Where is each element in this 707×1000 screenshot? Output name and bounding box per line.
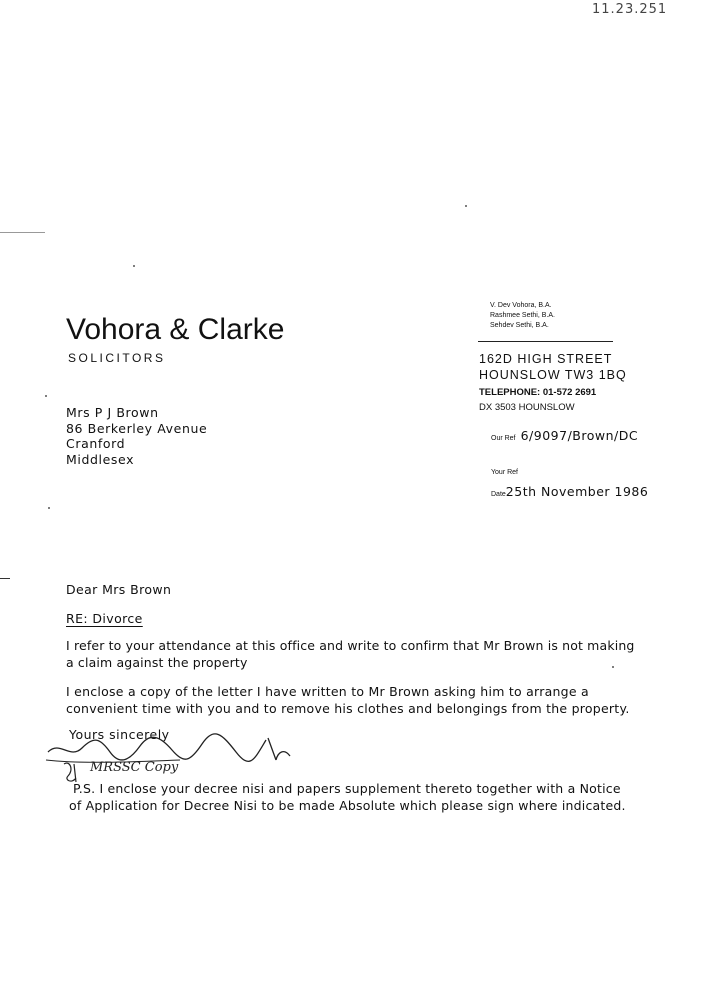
- closing: Yours sincerely: [69, 727, 170, 742]
- your-ref-label: Your Ref: [491, 469, 518, 476]
- firm-telephone: TELEPHONE: 01-572 2691: [479, 387, 597, 398]
- scan-dot: [465, 205, 467, 207]
- firm-address-line1: 162D HIGH STREET: [479, 352, 613, 366]
- paragraph-1-line-1: I refer to your attendance at this office and write to confirm that Mr Brown is not making: [66, 638, 635, 653]
- archive-number: 11.23.251: [592, 2, 668, 17]
- paragraph-2-line-1: I enclose a copy of the letter I have written to Mr Brown asking him to arrange a: [66, 684, 589, 699]
- scan-dot: [133, 265, 135, 267]
- postscript: [69, 780, 626, 814]
- salutation: Dear Mrs Brown: [66, 582, 172, 597]
- scan-mark-edge: [0, 578, 10, 579]
- partner-name: V. Dev Vohora, B.A.: [490, 302, 552, 309]
- firm-name: Vohora & Clarke: [66, 313, 285, 346]
- partner-name: Sehdev Sethi, B.A.: [490, 322, 549, 329]
- scan-dot: [45, 395, 47, 397]
- initials-text: MRSSC Copy: [90, 760, 179, 775]
- firm-dx: DX 3503 HOUNSLOW: [479, 402, 575, 413]
- scan-dot: [48, 507, 50, 509]
- scan-mark-left: [0, 232, 45, 233]
- recipient-county: Middlesex: [66, 451, 135, 467]
- paragraph-2: [66, 683, 630, 717]
- our-ref-label: Our Ref: [491, 435, 516, 442]
- our-ref-value: 6/9097/Brown/DC: [520, 428, 639, 443]
- recipient-town: Cranford: [66, 436, 126, 451]
- partner-list: [490, 301, 555, 331]
- our-reference: [491, 425, 638, 444]
- postscript-line-2: of Application for Decree Nisi to be made Absolute which please sign where indicated.: [69, 798, 626, 813]
- postscript-line-1: P.S. I enclose your decree nisi and papers supplement thereto together with a Notice: [73, 781, 621, 796]
- date-value: 25th November 1986: [505, 484, 649, 499]
- letter-date: [491, 481, 648, 500]
- firm-type: SOLICITORS: [68, 351, 166, 365]
- recipient-name: Mrs P J Brown: [66, 405, 159, 420]
- firm-address-line2: HOUNSLOW TW3 1BQ: [479, 368, 627, 382]
- recipient-street: 86 Berkerley Avenue: [66, 420, 208, 436]
- paragraph-2-line-2: convenient time with you and to remove his clothes and belongings from the property.: [66, 701, 630, 716]
- your-reference: [491, 459, 518, 478]
- partner-name: Rashmee Sethi, B.A.: [490, 312, 555, 319]
- paragraph-1: [66, 637, 635, 671]
- paragraph-1-line-2: a claim against the property: [66, 655, 248, 670]
- subject-line: RE: Divorce: [66, 611, 143, 626]
- date-label: Date: [491, 491, 506, 498]
- letterhead-divider: [478, 341, 613, 342]
- recipient-address: [66, 405, 207, 467]
